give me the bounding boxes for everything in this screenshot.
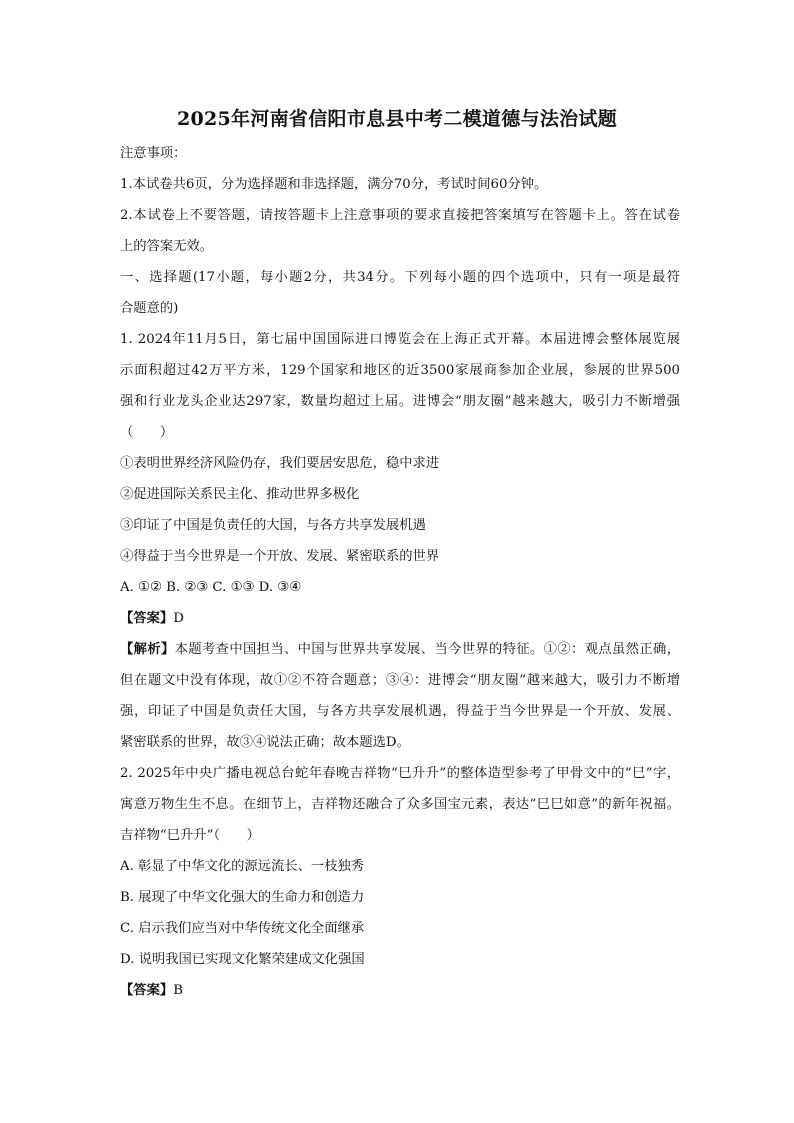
q1-option-1: ①表明世界经济风险仍存，我们要居安思危，稳中求进 — [120, 456, 440, 471]
q1-answer-blank: （ ） — [120, 425, 174, 440]
q1-analysis-line-3: 强，印证了中国是负责任大国，与各方共享发展机遇，得益于当今世界是一个开放、发展、 — [120, 704, 680, 719]
notes-item-1: 1.本试卷共6页，分为选择题和非选择题，满分70分，考试时间60分钟。 — [120, 177, 548, 192]
q1-analysis-label: 【解析】 — [120, 642, 175, 657]
q1-analysis-line-2: 但在题文中没有体现，故①②不符合题意；③④：进博会“朋友圈”越来越大，吸引力不断增 — [120, 673, 680, 688]
q1-option-3: ③印证了中国是负责任的大国，与各方共享发展机遇 — [120, 518, 426, 533]
q1-analysis-text-1: 本题考查中国担当、中国与世界共享发展、当今世界的特征。①②：观点虽然正确， — [174, 642, 681, 657]
page-title: 2025年河南省信阳市息县中考二模道德与法治试题 — [176, 108, 618, 130]
q2-answer-value: B — [173, 983, 183, 998]
q2-option-b: B. 展现了中华文化强大的生命力和创造力 — [120, 890, 365, 905]
q1-answer — [120, 610, 680, 628]
q2-stem-line-3: 吉祥物“巳升升”（ ） — [120, 828, 260, 843]
q2-answer — [120, 982, 680, 1000]
q2-option-a: A. 彰显了中华文化的源远流长、一枝独秀 — [120, 859, 365, 874]
q1-stem-line-2: 示面积超过42万平方米，129个国家和地区的近3500家展商参加企业展，参展的世界500 — [120, 363, 680, 378]
q1-answer-label: 【答案】 — [120, 611, 174, 626]
q1-stem-line-1: 1. 2024年11月5日，第七届中国国际进口博览会在上海正式开幕。本届进博会整体展览展 — [120, 332, 680, 347]
q1-choices: A. ①② B. ②③ C. ①③ D. ③④ — [120, 580, 302, 595]
q1-option-4: ④得益于当今世界是一个开放、发展、紧密联系的世界 — [120, 549, 440, 564]
q2-answer-label: 【答案】 — [120, 983, 174, 998]
q2-option-d: D. 说明我国已实现文化繁荣建成文化强国 — [120, 952, 365, 967]
notes-item-2-line-1: 2.本试卷上不要答题，请按答题卡上注意事项的要求直接把答案填写在答题卡上。答在试卷 — [120, 208, 680, 223]
q1-answer-value: D — [173, 611, 184, 626]
section-heading-line-2: 合题意的) — [120, 301, 179, 316]
q1-stem-line-3: 强和行业龙头企业达297家，数量均超过上届。进博会“朋友圈”越来越大，吸引力不断增强 — [120, 394, 680, 409]
section-heading-line-1: 一、选择题(17小题，每小题2分，共34分。下列每小题的四个选项中，只有一项是最符 — [120, 270, 680, 285]
notes-item-2-line-2: 上的答案无效。 — [120, 239, 214, 254]
q2-stem-line-2: 寓意万物生生不息。在细节上，吉祥物还融合了众多国宝元素，表达“巳巳如意”的新年祝福。 — [120, 797, 680, 812]
q1-analysis-line-4: 紧密联系的世界，故③④说法正确；故本题选D。 — [120, 735, 410, 750]
q1-option-2: ②促进国际关系民主化、推动世界多极化 — [120, 487, 360, 502]
q1-analysis-line-1 — [120, 641, 680, 659]
notes-heading: 注意事项： — [120, 146, 187, 161]
q2-option-c: C. 启示我们应当对中华传统文化全面继承 — [120, 921, 365, 936]
q2-stem-line-1: 2. 2025年中央广播电视总台蛇年春晚吉祥物“巳升升”的整体造型参考了甲骨文中的“巳”字， — [120, 766, 680, 781]
